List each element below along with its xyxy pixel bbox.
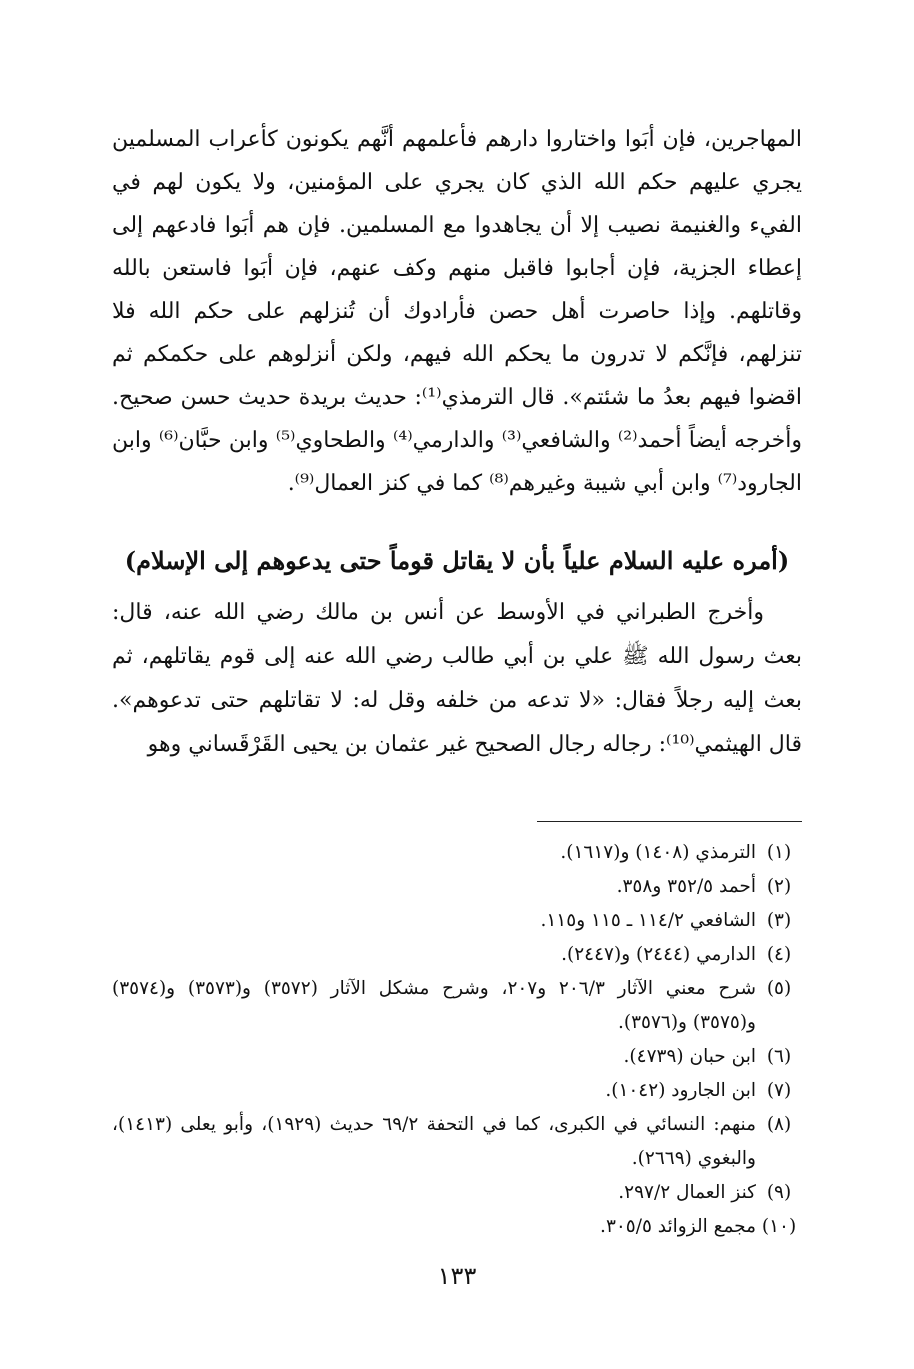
footnote-text: شرح معني الآثار ٢٠٦/٣ و٢٠٧، وشرح مشكل الآثار (٣٥٧٢) و(٣٥٧٣) و(٣٥٧٤) و(٣٥٧٥) و(٣٥٧٦). [112,978,756,1033]
footnote-text: منهم: النسائي في الكبرى، كما في التحفة ٦٩/٢ حديث (١٩٢٩)، وأبو يعلى (١٤١٣)، والبغوي (٢٦٦٩). [112,1114,756,1169]
footnote-item [112,1108,802,1176]
footnote-number: (١٠) [761,1216,797,1237]
footnote-item [112,836,802,870]
section-paragraph: وأخرج الطبراني في الأوسط عن أنس بن مالك رضي الله عنه، قال: بعث رسول الله ﷺ علي بن أبي طالب رضي الله عنه إلى قوم يقاتلهم، ثم بعث إليه رجلاً فقال: «لا تدعه من خلفه وقل له: لا تقاتلهم حتى تدعوهم». قال الهيثمي⁽¹⁰⁾: رجاله رجال الصحيح غير عثمان بن يحيى القَرْقَساني وهو [112,600,802,757]
footnote-item [112,1176,802,1210]
footnote-text: كنز العمال ٢٩٧/٢. [618,1182,756,1203]
footnote-number: (٦) [766,1046,792,1067]
continuation-paragraph: المهاجرين، فإن أبَوا واختاروا دارهم فأعلمهم أنَّهم يكونون كأعراب المسلمين يجري عليهم حكم الله الذي كان يجري على المؤمنين، ولا يكون لهم في الفيء والغنيمة نصيب إلا أن يجاهدوا مع المسلمين. فإن هم أبَوا فادعهم إلى إعطاء الجزية، فإن أجابوا فاقبل منهم وكف عنهم، فإن أبَوا فاستعن بالله وقاتلهم. وإذا حاصرت أهل حصن فأرادوك أن تُنزلهم على حكم الله فلا تنزلهم، فإنَّكم لا تدرون ما يحكم الله فيهم، ولكن أنزلوهم على حكمكم ثم اقضوا فيهم بعدُ ما شئتم». قال الترمذي⁽¹⁾: حديث بريدة حديث حسن صحيح. وأخرجه أيضاً أحمد⁽²⁾ والشافعي⁽³⁾ والدارمي⁽⁴⁾ والطحاوي⁽⁵⁾ وابن حبَّان⁽⁶⁾ وابن الجارود⁽⁷⁾ وابن أبي شيبة وغيرهم⁽⁸⁾ كما في كنز العمال⁽⁹⁾. [112,127,802,496]
footnote-separator [112,807,802,826]
footnote-number: (٤) [766,944,792,965]
footnote-number: (٣) [766,910,792,931]
footnote-number: (٢) [766,876,792,897]
footnote-number: (٨) [766,1114,792,1135]
footnote-text: ابن الجارود (١٠٤٢). [605,1080,756,1101]
section-heading: (أمره عليه السلام علياً بأن لا يقاتل قوماً حتى يدعوهم إلى الإسلام) [124,546,790,575]
footnote-item [112,1210,802,1244]
footnote-number: (٧) [766,1080,792,1101]
section-text [112,591,802,767]
footnote-text: أحمد ٣٥٢/٥ و٣٥٨. [616,876,756,897]
footnote-item [112,1040,802,1074]
footnote-text: ابن حبان (٤٧٣٩). [623,1046,756,1067]
footnote-text: الدارمي (٢٤٤٤) و(٢٤٤٧). [561,944,756,965]
footnotes [112,836,802,1244]
footnote-item [112,870,802,904]
footnote-item [112,938,802,972]
footnote-text: الترمذي (١٤٠٨) و(١٦١٧). [560,842,756,863]
footnote-number: (١) [766,842,792,863]
page-number: ١٣٣ [437,1262,477,1290]
footnote-item [112,904,802,938]
footnote-text: الشافعي ١١٤/٢ ـ ١١٥ و١١٥. [540,910,756,931]
footnote-item [112,1074,802,1108]
footnote-item [112,972,802,1040]
footnote-text: مجمع الزوائد ٣٠٥/٥. [600,1216,756,1237]
main-text [112,118,802,505]
footnote-number: (٥) [766,978,792,999]
footnote-number: (٩) [766,1182,792,1203]
